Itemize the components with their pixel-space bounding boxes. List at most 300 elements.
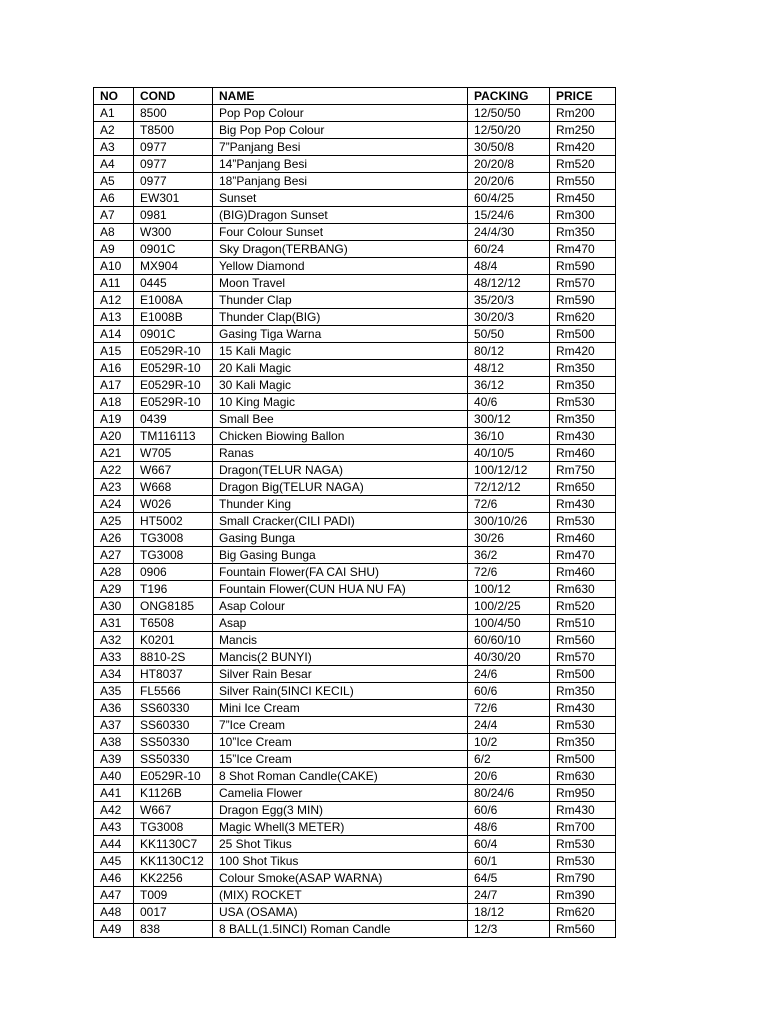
cell-cond: E0529R-10 bbox=[134, 377, 213, 394]
cell-name: 7”Panjang Besi bbox=[213, 139, 468, 156]
cell-cond: KK2256 bbox=[134, 870, 213, 887]
cell-cond: 8500 bbox=[134, 105, 213, 122]
table-row bbox=[94, 224, 616, 241]
cell-price: Rm550 bbox=[550, 173, 616, 190]
cell-no: A40 bbox=[94, 768, 134, 785]
cell-no: A10 bbox=[94, 258, 134, 275]
cell-no: A36 bbox=[94, 700, 134, 717]
cell-name: Big Pop Pop Colour bbox=[213, 122, 468, 139]
cell-no: A1 bbox=[94, 105, 134, 122]
cell-cond: W705 bbox=[134, 445, 213, 462]
cell-price: Rm570 bbox=[550, 275, 616, 292]
cell-price: Rm350 bbox=[550, 734, 616, 751]
cell-name: 7”Ice Cream bbox=[213, 717, 468, 734]
table-row bbox=[94, 785, 616, 802]
cell-price: Rm630 bbox=[550, 581, 616, 598]
table-row bbox=[94, 360, 616, 377]
cell-packing: 300/10/26 bbox=[468, 513, 550, 530]
cell-name: (BIG)Dragon Sunset bbox=[213, 207, 468, 224]
cell-name: 14”Panjang Besi bbox=[213, 156, 468, 173]
cell-cond: 838 bbox=[134, 921, 213, 938]
cell-packing: 60/6 bbox=[468, 802, 550, 819]
cell-cond: T8500 bbox=[134, 122, 213, 139]
table-row bbox=[94, 700, 616, 717]
cell-no: A33 bbox=[94, 649, 134, 666]
cell-name: Sunset bbox=[213, 190, 468, 207]
cell-no: A31 bbox=[94, 615, 134, 632]
cell-cond: 0901C bbox=[134, 326, 213, 343]
cell-price: Rm350 bbox=[550, 360, 616, 377]
table-row bbox=[94, 887, 616, 904]
cell-cond: 0977 bbox=[134, 156, 213, 173]
table-row bbox=[94, 377, 616, 394]
cell-cond: E1008A bbox=[134, 292, 213, 309]
table-row bbox=[94, 904, 616, 921]
cell-cond: 0977 bbox=[134, 173, 213, 190]
cell-name: Thunder King bbox=[213, 496, 468, 513]
cell-price: Rm470 bbox=[550, 241, 616, 258]
cell-cond: 0017 bbox=[134, 904, 213, 921]
cell-packing: 12/50/20 bbox=[468, 122, 550, 139]
cell-packing: 100/12/12 bbox=[468, 462, 550, 479]
cell-packing: 35/20/3 bbox=[468, 292, 550, 309]
cell-no: A13 bbox=[94, 309, 134, 326]
header-no: NO bbox=[94, 88, 134, 105]
table-row bbox=[94, 241, 616, 258]
table-row bbox=[94, 547, 616, 564]
cell-packing: 64/5 bbox=[468, 870, 550, 887]
cell-name: 15 Kali Magic bbox=[213, 343, 468, 360]
cell-price: Rm460 bbox=[550, 564, 616, 581]
cell-packing: 72/6 bbox=[468, 700, 550, 717]
cell-name: Yellow Diamond bbox=[213, 258, 468, 275]
table-row bbox=[94, 105, 616, 122]
header-row bbox=[94, 88, 616, 105]
cell-no: A32 bbox=[94, 632, 134, 649]
table-row bbox=[94, 156, 616, 173]
cell-name: Dragon(TELUR NAGA) bbox=[213, 462, 468, 479]
cell-name: Four Colour Sunset bbox=[213, 224, 468, 241]
cell-no: A20 bbox=[94, 428, 134, 445]
cell-no: A11 bbox=[94, 275, 134, 292]
table-row bbox=[94, 207, 616, 224]
cell-packing: 100/4/50 bbox=[468, 615, 550, 632]
cell-no: A47 bbox=[94, 887, 134, 904]
table-row bbox=[94, 734, 616, 751]
cell-name: Mini Ice Cream bbox=[213, 700, 468, 717]
cell-price: Rm450 bbox=[550, 190, 616, 207]
cell-price: Rm700 bbox=[550, 819, 616, 836]
cell-name: Sky Dragon(TERBANG) bbox=[213, 241, 468, 258]
cell-no: A34 bbox=[94, 666, 134, 683]
cell-no: A19 bbox=[94, 411, 134, 428]
cell-packing: 40/6 bbox=[468, 394, 550, 411]
cell-packing: 30/20/3 bbox=[468, 309, 550, 326]
table-row bbox=[94, 496, 616, 513]
cell-no: A18 bbox=[94, 394, 134, 411]
cell-packing: 48/12 bbox=[468, 360, 550, 377]
cell-cond: SS60330 bbox=[134, 717, 213, 734]
cell-packing: 80/24/6 bbox=[468, 785, 550, 802]
cell-cond: K0201 bbox=[134, 632, 213, 649]
cell-price: Rm570 bbox=[550, 649, 616, 666]
cell-cond: TG3008 bbox=[134, 819, 213, 836]
cell-no: A4 bbox=[94, 156, 134, 173]
table-row bbox=[94, 598, 616, 615]
cell-packing: 60/1 bbox=[468, 853, 550, 870]
table-row bbox=[94, 530, 616, 547]
cell-packing: 60/60/10 bbox=[468, 632, 550, 649]
cell-name: Colour Smoke(ASAP WARNA) bbox=[213, 870, 468, 887]
cell-name: Dragon Egg(3 MIN) bbox=[213, 802, 468, 819]
cell-name: Asap Colour bbox=[213, 598, 468, 615]
table-row bbox=[94, 649, 616, 666]
cell-name: 10 King Magic bbox=[213, 394, 468, 411]
cell-price: Rm430 bbox=[550, 802, 616, 819]
cell-name: Thunder Clap(BIG) bbox=[213, 309, 468, 326]
cell-packing: 24/6 bbox=[468, 666, 550, 683]
cell-price: Rm530 bbox=[550, 394, 616, 411]
table-row bbox=[94, 513, 616, 530]
cell-packing: 50/50 bbox=[468, 326, 550, 343]
cell-packing: 12/50/50 bbox=[468, 105, 550, 122]
cell-packing: 60/4/25 bbox=[468, 190, 550, 207]
cell-cond: KK1130C12 bbox=[134, 853, 213, 870]
cell-price: Rm620 bbox=[550, 309, 616, 326]
cell-cond: E0529R-10 bbox=[134, 768, 213, 785]
cell-no: A39 bbox=[94, 751, 134, 768]
cell-name: 25 Shot Tikus bbox=[213, 836, 468, 853]
cell-cond: HT5002 bbox=[134, 513, 213, 530]
cell-no: A2 bbox=[94, 122, 134, 139]
cell-price: Rm420 bbox=[550, 343, 616, 360]
cell-packing: 60/6 bbox=[468, 683, 550, 700]
cell-name: USA (OSAMA) bbox=[213, 904, 468, 921]
header-name: NAME bbox=[213, 88, 468, 105]
cell-no: A35 bbox=[94, 683, 134, 700]
cell-price: Rm350 bbox=[550, 224, 616, 241]
cell-price: Rm420 bbox=[550, 139, 616, 156]
cell-packing: 72/6 bbox=[468, 564, 550, 581]
cell-no: A14 bbox=[94, 326, 134, 343]
cell-name: 10”Ice Cream bbox=[213, 734, 468, 751]
cell-packing: 24/4/30 bbox=[468, 224, 550, 241]
cell-no: A5 bbox=[94, 173, 134, 190]
cell-cond: TG3008 bbox=[134, 530, 213, 547]
cell-name: Silver Rain(5INCI KECIL) bbox=[213, 683, 468, 700]
header-price: PRICE bbox=[550, 88, 616, 105]
cell-packing: 100/2/25 bbox=[468, 598, 550, 615]
cell-price: Rm300 bbox=[550, 207, 616, 224]
cell-name: 18”Panjang Besi bbox=[213, 173, 468, 190]
cell-name: Chicken Biowing Ballon bbox=[213, 428, 468, 445]
cell-name: 30 Kali Magic bbox=[213, 377, 468, 394]
table-row bbox=[94, 853, 616, 870]
cell-cond: T6508 bbox=[134, 615, 213, 632]
cell-cond: W667 bbox=[134, 462, 213, 479]
cell-name: (MIX) ROCKET bbox=[213, 887, 468, 904]
cell-cond: 0901C bbox=[134, 241, 213, 258]
cell-packing: 40/10/5 bbox=[468, 445, 550, 462]
table-row bbox=[94, 275, 616, 292]
cell-name: Gasing Bunga bbox=[213, 530, 468, 547]
cell-packing: 30/50/8 bbox=[468, 139, 550, 156]
cell-name: Magic Whell(3 METER) bbox=[213, 819, 468, 836]
cell-price: Rm950 bbox=[550, 785, 616, 802]
cell-no: A9 bbox=[94, 241, 134, 258]
cell-no: A6 bbox=[94, 190, 134, 207]
cell-name: Camelia Flower bbox=[213, 785, 468, 802]
cell-packing: 48/4 bbox=[468, 258, 550, 275]
cell-name: Mancis bbox=[213, 632, 468, 649]
table-row bbox=[94, 190, 616, 207]
cell-packing: 40/30/20 bbox=[468, 649, 550, 666]
cell-cond: 0981 bbox=[134, 207, 213, 224]
cell-name: 20 Kali Magic bbox=[213, 360, 468, 377]
cell-packing: 24/7 bbox=[468, 887, 550, 904]
cell-cond: ONG8185 bbox=[134, 598, 213, 615]
cell-price: Rm530 bbox=[550, 513, 616, 530]
header-cond: COND bbox=[134, 88, 213, 105]
cell-packing: 60/4 bbox=[468, 836, 550, 853]
table-row bbox=[94, 632, 616, 649]
cell-packing: 20/6 bbox=[468, 768, 550, 785]
cell-no: A22 bbox=[94, 462, 134, 479]
cell-cond: 0977 bbox=[134, 139, 213, 156]
cell-no: A49 bbox=[94, 921, 134, 938]
table-row bbox=[94, 326, 616, 343]
cell-name: Fountain Flower(CUN HUA NU FA) bbox=[213, 581, 468, 598]
cell-no: A37 bbox=[94, 717, 134, 734]
cell-cond: HT8037 bbox=[134, 666, 213, 683]
cell-price: Rm460 bbox=[550, 530, 616, 547]
cell-cond: TG3008 bbox=[134, 547, 213, 564]
cell-name: Gasing Tiga Warna bbox=[213, 326, 468, 343]
cell-no: A15 bbox=[94, 343, 134, 360]
cell-price: Rm510 bbox=[550, 615, 616, 632]
cell-no: A16 bbox=[94, 360, 134, 377]
table-row bbox=[94, 870, 616, 887]
cell-cond: 0439 bbox=[134, 411, 213, 428]
table-row bbox=[94, 445, 616, 462]
cell-packing: 10/2 bbox=[468, 734, 550, 751]
cell-packing: 80/12 bbox=[468, 343, 550, 360]
table-row bbox=[94, 615, 616, 632]
cell-packing: 36/10 bbox=[468, 428, 550, 445]
cell-price: Rm430 bbox=[550, 428, 616, 445]
cell-packing: 72/12/12 bbox=[468, 479, 550, 496]
cell-no: A27 bbox=[94, 547, 134, 564]
table-row bbox=[94, 292, 616, 309]
cell-no: A43 bbox=[94, 819, 134, 836]
cell-no: A30 bbox=[94, 598, 134, 615]
cell-price: Rm350 bbox=[550, 377, 616, 394]
cell-packing: 36/12 bbox=[468, 377, 550, 394]
cell-no: A29 bbox=[94, 581, 134, 598]
table-body bbox=[94, 105, 616, 938]
cell-packing: 30/26 bbox=[468, 530, 550, 547]
cell-no: A25 bbox=[94, 513, 134, 530]
cell-no: A8 bbox=[94, 224, 134, 241]
cell-cond: EW301 bbox=[134, 190, 213, 207]
cell-price: Rm590 bbox=[550, 258, 616, 275]
cell-price: Rm500 bbox=[550, 751, 616, 768]
cell-no: A41 bbox=[94, 785, 134, 802]
table-row bbox=[94, 428, 616, 445]
cell-name: Ranas bbox=[213, 445, 468, 462]
cell-packing: 20/20/8 bbox=[468, 156, 550, 173]
cell-name: Dragon Big(TELUR NAGA) bbox=[213, 479, 468, 496]
cell-price: Rm350 bbox=[550, 683, 616, 700]
cell-no: A17 bbox=[94, 377, 134, 394]
table-row bbox=[94, 309, 616, 326]
cell-no: A3 bbox=[94, 139, 134, 156]
cell-price: Rm470 bbox=[550, 547, 616, 564]
cell-cond: W026 bbox=[134, 496, 213, 513]
cell-price: Rm250 bbox=[550, 122, 616, 139]
cell-cond: W667 bbox=[134, 802, 213, 819]
cell-no: A24 bbox=[94, 496, 134, 513]
cell-price: Rm520 bbox=[550, 156, 616, 173]
table-row bbox=[94, 122, 616, 139]
cell-name: Silver Rain Besar bbox=[213, 666, 468, 683]
cell-name: Small Bee bbox=[213, 411, 468, 428]
cell-no: A38 bbox=[94, 734, 134, 751]
cell-no: A12 bbox=[94, 292, 134, 309]
table-row bbox=[94, 921, 616, 938]
cell-price: Rm750 bbox=[550, 462, 616, 479]
cell-packing: 15/24/6 bbox=[468, 207, 550, 224]
cell-name: Pop Pop Colour bbox=[213, 105, 468, 122]
table-row bbox=[94, 768, 616, 785]
cell-price: Rm430 bbox=[550, 496, 616, 513]
cell-name: 100 Shot Tikus bbox=[213, 853, 468, 870]
cell-cond: E1008B bbox=[134, 309, 213, 326]
cell-price: Rm520 bbox=[550, 598, 616, 615]
table-row bbox=[94, 564, 616, 581]
cell-packing: 48/12/12 bbox=[468, 275, 550, 292]
cell-packing: 48/6 bbox=[468, 819, 550, 836]
cell-name: Thunder Clap bbox=[213, 292, 468, 309]
cell-packing: 12/3 bbox=[468, 921, 550, 938]
cell-packing: 72/6 bbox=[468, 496, 550, 513]
cell-cond: MX904 bbox=[134, 258, 213, 275]
cell-price: Rm390 bbox=[550, 887, 616, 904]
cell-no: A48 bbox=[94, 904, 134, 921]
cell-packing: 100/12 bbox=[468, 581, 550, 598]
cell-cond: T009 bbox=[134, 887, 213, 904]
cell-cond: T196 bbox=[134, 581, 213, 598]
cell-cond: SS60330 bbox=[134, 700, 213, 717]
cell-price: Rm590 bbox=[550, 292, 616, 309]
table-row bbox=[94, 411, 616, 428]
table-row bbox=[94, 394, 616, 411]
cell-cond: 0906 bbox=[134, 564, 213, 581]
cell-packing: 20/20/6 bbox=[468, 173, 550, 190]
cell-name: Small Cracker(CILI PADI) bbox=[213, 513, 468, 530]
table-row bbox=[94, 581, 616, 598]
cell-cond: 8810-2S bbox=[134, 649, 213, 666]
cell-cond: SS50330 bbox=[134, 734, 213, 751]
cell-cond: SS50330 bbox=[134, 751, 213, 768]
cell-packing: 60/24 bbox=[468, 241, 550, 258]
table-row bbox=[94, 751, 616, 768]
table-row bbox=[94, 683, 616, 700]
cell-cond: K1126B bbox=[134, 785, 213, 802]
header-packing: PACKING bbox=[468, 88, 550, 105]
cell-price: Rm620 bbox=[550, 904, 616, 921]
table-row bbox=[94, 462, 616, 479]
cell-packing: 24/4 bbox=[468, 717, 550, 734]
cell-no: A44 bbox=[94, 836, 134, 853]
cell-no: A46 bbox=[94, 870, 134, 887]
cell-name: Big Gasing Bunga bbox=[213, 547, 468, 564]
cell-no: A42 bbox=[94, 802, 134, 819]
cell-price: Rm650 bbox=[550, 479, 616, 496]
table-row bbox=[94, 717, 616, 734]
cell-name: Mancis(2 BUNYI) bbox=[213, 649, 468, 666]
cell-name: Asap bbox=[213, 615, 468, 632]
cell-cond: KK1130C7 bbox=[134, 836, 213, 853]
cell-packing: 36/2 bbox=[468, 547, 550, 564]
cell-price: Rm460 bbox=[550, 445, 616, 462]
table-row bbox=[94, 819, 616, 836]
cell-cond: TM116113 bbox=[134, 428, 213, 445]
cell-price: Rm560 bbox=[550, 632, 616, 649]
table-row bbox=[94, 343, 616, 360]
cell-price: Rm500 bbox=[550, 666, 616, 683]
table-header bbox=[94, 88, 616, 105]
cell-price: Rm350 bbox=[550, 411, 616, 428]
cell-no: A23 bbox=[94, 479, 134, 496]
cell-packing: 6/2 bbox=[468, 751, 550, 768]
cell-name: 8 BALL(1.5INCI) Roman Candle bbox=[213, 921, 468, 938]
cell-cond: 0445 bbox=[134, 275, 213, 292]
cell-packing: 18/12 bbox=[468, 904, 550, 921]
cell-no: A7 bbox=[94, 207, 134, 224]
cell-cond: FL5566 bbox=[134, 683, 213, 700]
cell-price: Rm530 bbox=[550, 853, 616, 870]
cell-name: 8 Shot Roman Candle(CAKE) bbox=[213, 768, 468, 785]
table-row bbox=[94, 836, 616, 853]
cell-price: Rm530 bbox=[550, 717, 616, 734]
table-row bbox=[94, 139, 616, 156]
table-row bbox=[94, 666, 616, 683]
cell-no: A26 bbox=[94, 530, 134, 547]
table-row bbox=[94, 802, 616, 819]
cell-packing: 300/12 bbox=[468, 411, 550, 428]
cell-no: A28 bbox=[94, 564, 134, 581]
cell-cond: E0529R-10 bbox=[134, 343, 213, 360]
cell-price: Rm790 bbox=[550, 870, 616, 887]
cell-price: Rm530 bbox=[550, 836, 616, 853]
cell-name: Moon Travel bbox=[213, 275, 468, 292]
cell-price: Rm630 bbox=[550, 768, 616, 785]
cell-cond: E0529R-10 bbox=[134, 394, 213, 411]
cell-name: 15”Ice Cream bbox=[213, 751, 468, 768]
cell-price: Rm500 bbox=[550, 326, 616, 343]
cell-price: Rm430 bbox=[550, 700, 616, 717]
cell-price: Rm560 bbox=[550, 921, 616, 938]
cell-name: Fountain Flower(FA CAI SHU) bbox=[213, 564, 468, 581]
cell-no: A45 bbox=[94, 853, 134, 870]
cell-cond: E0529R-10 bbox=[134, 360, 213, 377]
price-table bbox=[93, 87, 616, 938]
cell-cond: W668 bbox=[134, 479, 213, 496]
table-row bbox=[94, 173, 616, 190]
cell-cond: W300 bbox=[134, 224, 213, 241]
cell-price: Rm200 bbox=[550, 105, 616, 122]
